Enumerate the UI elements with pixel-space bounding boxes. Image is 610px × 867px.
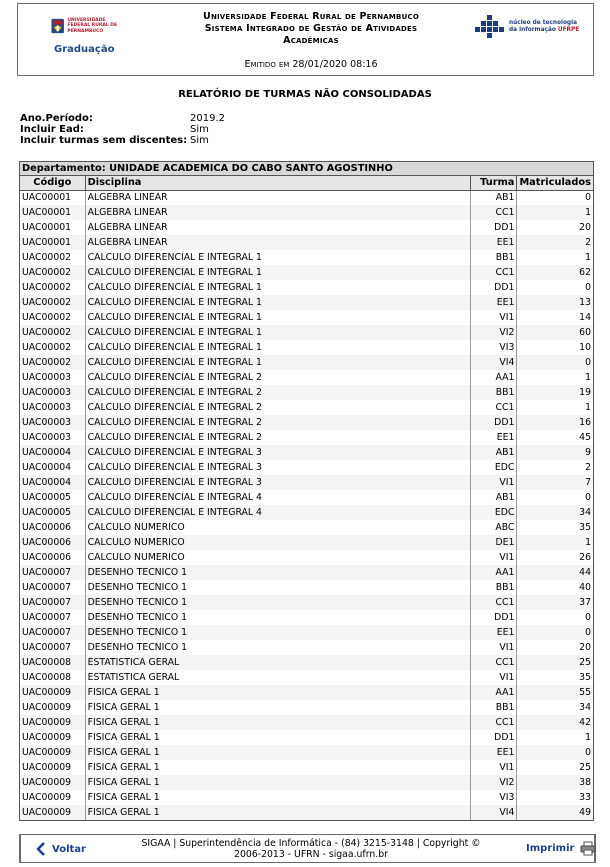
cell-codigo: UAC00002 [20,325,85,340]
cell-disciplina: CALCULO DIFERENCIAL E INTEGRAL 3 [85,445,470,460]
cell-turma: CC1 [470,595,516,610]
cell-turma: DD1 [470,280,516,295]
cell-disciplina: CALCULO DIFERENCIAL E INTEGRAL 2 [85,385,470,400]
turmas-table [20,176,593,820]
cell-disciplina: FISICA GERAL 1 [85,790,470,805]
cell-turma: DD1 [470,220,516,235]
cell-codigo: UAC00002 [20,280,85,295]
cell-disciplina: CALCULO DIFERENCIAL E INTEGRAL 1 [85,295,470,310]
cell-turma: EE1 [470,295,516,310]
cell-disciplina: CALCULO DIFERENCIAL E INTEGRAL 1 [85,355,470,370]
cell-matriculados: 60 [517,325,593,340]
cell-matriculados: 0 [517,280,593,295]
emission-date: Emitido em 28/01/2020 08:16 [244,59,378,70]
filter-label: Incluir Ead: [20,124,84,136]
cell-turma: VI1 [470,670,516,685]
cell-codigo: UAC00007 [20,580,85,595]
cell-turma: DD1 [470,730,516,745]
cell-codigo: UAC00007 [20,640,85,655]
table-row [20,400,593,415]
table-row [20,415,593,430]
table-row [20,205,593,220]
table-row [20,595,593,610]
cell-matriculados: 0 [517,490,593,505]
cell-disciplina: CALCULO DIFERENCIAL E INTEGRAL 1 [85,310,470,325]
cell-codigo: UAC00003 [20,415,85,430]
print-label: Imprimir [526,843,575,854]
cell-turma: VI2 [470,325,516,340]
filter-value: Sim [190,124,209,136]
cell-turma: DD1 [470,415,516,430]
system-name-line1: Sistema Integrado de Gestão de Atividades [204,23,418,34]
cell-codigo: UAC00007 [20,595,85,610]
table-row [20,355,593,370]
cell-disciplina: DESENHO TECNICO 1 [85,595,470,610]
table-row [20,655,593,670]
cell-disciplina: FISICA GERAL 1 [85,745,470,760]
report-title: RELATÓRIO DE TURMAS NÃO CONSOLIDADAS [178,89,432,100]
cell-turma: ABC [470,520,516,535]
cell-turma: VI3 [470,790,516,805]
cell-disciplina: DESENHO TECNICO 1 [85,565,470,580]
turmas-table-container [19,161,594,821]
cell-turma: EE1 [470,235,516,250]
cell-matriculados: 55 [517,685,593,700]
table-body [20,190,593,820]
table-row [20,715,593,730]
cell-turma: CC1 [470,205,516,220]
cell-codigo: UAC00004 [20,475,85,490]
cell-matriculados: 20 [517,220,593,235]
cell-disciplina: CALCULO DIFERENCIAL E INTEGRAL 2 [85,430,470,445]
cell-disciplina: DESENHO TECNICO 1 [85,640,470,655]
cell-disciplina: ALGEBRA LINEAR [85,190,470,205]
filter-label: Ano.Período: [20,113,93,124]
table-row [20,760,593,775]
cell-codigo: UAC00002 [20,250,85,265]
cell-codigo: UAC00004 [20,445,85,460]
table-row [20,580,593,595]
cell-turma: VI3 [470,340,516,355]
cell-matriculados: 49 [517,805,593,820]
copyright-line1: SIGAA | Superintendência de Informática - (84) 3215-3148 | Copyright © [141,838,481,849]
cell-turma: BB1 [470,580,516,595]
table-row [20,445,593,460]
cell-codigo: UAC00009 [20,760,85,775]
nti-ufrpe: UFRPE [557,27,580,33]
cell-turma: VI4 [470,805,516,820]
table-row [20,280,593,295]
table-row [20,535,593,550]
table-row [20,385,593,400]
filter-value: 2019.2 [190,113,225,124]
cell-codigo: UAC00009 [20,805,85,820]
cell-codigo: UAC00003 [20,385,85,400]
cell-codigo: UAC00002 [20,355,85,370]
cell-disciplina: FISICA GERAL 1 [85,685,470,700]
cell-disciplina: FISICA GERAL 1 [85,715,470,730]
cell-turma: EDC [470,460,516,475]
page-footer [19,834,596,863]
cell-disciplina: DESENHO TECNICO 1 [85,610,470,625]
department-header: Departamento: UNIDADE ACADEMICA DO CABO SANTO AGOSTINHO [20,162,593,176]
cell-turma: BB1 [470,250,516,265]
table-row [20,775,593,790]
cell-codigo: UAC00001 [20,205,85,220]
cell-codigo: UAC00006 [20,550,85,565]
cell-disciplina: FISICA GERAL 1 [85,730,470,745]
cell-matriculados: 0 [517,625,593,640]
nti-line1: núcleo de tecnologia [509,20,577,26]
table-row [20,565,593,580]
cell-codigo: UAC00005 [20,505,85,520]
report-header [17,3,594,76]
col-turma: Turma [470,176,516,190]
cell-disciplina: CALCULO NUMERICO [85,550,470,565]
cell-codigo: UAC00009 [20,730,85,745]
table-row [20,610,593,625]
cell-turma: CC1 [470,655,516,670]
table-row [20,640,593,655]
cell-turma: VI4 [470,355,516,370]
cell-codigo: UAC00004 [20,460,85,475]
table-row [20,505,593,520]
cell-matriculados: 1 [517,730,593,745]
table-row [20,805,593,820]
nti-logo [474,14,579,40]
cell-matriculados: 35 [517,520,593,535]
cell-matriculados: 40 [517,580,593,595]
cell-turma: CC1 [470,265,516,280]
cell-turma: AA1 [470,565,516,580]
table-row [20,625,593,640]
cell-disciplina: CALCULO DIFERENCIAL E INTEGRAL 2 [85,415,470,430]
table-row [20,190,593,205]
cell-codigo: UAC00007 [20,565,85,580]
cell-disciplina: ESTATISTICA GERAL [85,670,470,685]
cell-disciplina: CALCULO DIFERENCIAL E INTEGRAL 2 [85,400,470,415]
cell-codigo: UAC00009 [20,745,85,760]
cell-matriculados: 62 [517,265,593,280]
table-row [20,730,593,745]
cell-disciplina: CALCULO DIFERENCIAL E INTEGRAL 3 [85,475,470,490]
cell-matriculados: 1 [517,400,593,415]
cell-disciplina: CALCULO DIFERENCIAL E INTEGRAL 4 [85,490,470,505]
cell-matriculados: 33 [517,790,593,805]
back-label: Voltar [52,843,86,855]
filter-label: Incluir turmas sem discentes: [20,135,188,147]
cell-matriculados: 25 [517,655,593,670]
filter-ead [20,124,225,135]
print-button[interactable] [526,841,596,856]
cell-codigo: UAC00008 [20,670,85,685]
cell-disciplina: CALCULO DIFERENCIAL E INTEGRAL 2 [85,370,470,385]
copyright-line2: 2006-2013 - UFRN - sigaa.ufrn.br [234,849,388,860]
table-row [20,520,593,535]
cell-matriculados: 0 [517,745,593,760]
cell-codigo: UAC00007 [20,610,85,625]
cell-codigo: UAC00009 [20,790,85,805]
col-codigo: Código [20,176,85,190]
cell-turma: AB1 [470,445,516,460]
cell-matriculados: 45 [517,430,593,445]
cell-codigo: UAC00009 [20,700,85,715]
cell-turma: EDC [470,505,516,520]
cell-matriculados: 2 [517,235,593,250]
cell-matriculados: 0 [517,190,593,205]
cell-turma: EE1 [470,745,516,760]
cell-turma: AB1 [470,190,516,205]
cell-turma: BB1 [470,700,516,715]
col-disciplina: Disciplina [85,176,470,190]
cell-disciplina: CALCULO NUMERICO [85,520,470,535]
cell-matriculados: 14 [517,310,593,325]
table-row [20,295,593,310]
table-row [20,430,593,445]
col-matriculados: Matriculados [517,176,593,190]
cell-disciplina: CALCULO NUMERICO [85,535,470,550]
filter-value: Sim [190,135,209,147]
cell-disciplina: CALCULO DIFERENCIAL E INTEGRAL 1 [85,250,470,265]
chevron-left-icon [36,842,46,856]
cell-turma: DD1 [470,610,516,625]
cell-matriculados: 35 [517,670,593,685]
cell-disciplina: CALCULO DIFERENCIAL E INTEGRAL 1 [85,325,470,340]
cell-disciplina: CALCULO DIFERENCIAL E INTEGRAL 3 [85,460,470,475]
cell-codigo: UAC00002 [20,265,85,280]
cell-codigo: UAC00001 [20,190,85,205]
cell-matriculados: 34 [517,505,593,520]
filter-periodo [20,113,225,124]
cell-codigo: UAC00001 [20,235,85,250]
table-row [20,250,593,265]
report-filters [20,113,225,147]
system-name-line2: Acadêmicas [283,35,339,46]
cell-codigo: UAC00003 [20,430,85,445]
cell-matriculados: 1 [517,205,593,220]
cell-turma: AA1 [470,685,516,700]
table-header-row [20,176,593,190]
cell-disciplina: CALCULO DIFERENCIAL E INTEGRAL 1 [85,280,470,295]
cell-turma: BB1 [470,385,516,400]
cell-matriculados: 2 [517,460,593,475]
cell-turma: DE1 [470,535,516,550]
cell-matriculados: 34 [517,700,593,715]
table-row [20,490,593,505]
cell-turma: AB1 [470,490,516,505]
cell-turma: EE1 [470,625,516,640]
cell-codigo: UAC00003 [20,400,85,415]
back-button[interactable] [36,842,86,856]
table-row [20,460,593,475]
cell-turma: VI1 [470,640,516,655]
cell-matriculados: 38 [517,775,593,790]
cell-codigo: UAC00009 [20,775,85,790]
cell-matriculados: 7 [517,475,593,490]
cell-matriculados: 26 [517,550,593,565]
cell-disciplina: ESTATISTICA GERAL [85,655,470,670]
cell-turma: VI1 [470,310,516,325]
cell-codigo: UAC00008 [20,655,85,670]
table-row [20,790,593,805]
cell-matriculados: 19 [517,385,593,400]
university-name: Universidade Federal Rural de Pernambuco [203,11,419,22]
cell-matriculados: 1 [517,370,593,385]
cell-matriculados: 9 [517,445,593,460]
filter-sem-discentes [20,135,225,146]
cell-matriculados: 16 [517,415,593,430]
cell-turma: CC1 [470,715,516,730]
cell-codigo: UAC00006 [20,535,85,550]
cell-codigo: UAC00006 [20,520,85,535]
cell-disciplina: FISICA GERAL 1 [85,775,470,790]
table-row [20,310,593,325]
table-row [20,700,593,715]
cell-codigo: UAC00005 [20,490,85,505]
nti-line2: da informação [509,27,556,33]
cell-disciplina: FISICA GERAL 1 [85,805,470,820]
table-row [20,340,593,355]
table-row [20,550,593,565]
cell-disciplina: FISICA GERAL 1 [85,760,470,775]
cell-matriculados: 25 [517,760,593,775]
table-row [20,475,593,490]
logo-university-text: UNIVERSIDADE FEDERAL RURAL DE PERNAMBUCO [67,17,118,34]
cell-matriculados: 0 [517,610,593,625]
cell-matriculados: 20 [517,640,593,655]
cell-codigo: UAC00002 [20,295,85,310]
cell-matriculados: 37 [517,595,593,610]
ufrpe-seal-icon [51,10,64,42]
table-row [20,220,593,235]
cell-codigo: UAC00001 [20,220,85,235]
cell-codigo: UAC00007 [20,625,85,640]
cell-codigo: UAC00002 [20,340,85,355]
cell-disciplina: DESENHO TECNICO 1 [85,580,470,595]
cell-disciplina: CALCULO DIFERENCIAL E INTEGRAL 1 [85,265,470,280]
nti-dots-icon [474,14,506,40]
logo-graduacao-label: Graduação [54,44,115,55]
cell-disciplina: ALGEBRA LINEAR [85,235,470,250]
cell-codigo: UAC00009 [20,685,85,700]
table-row [20,235,593,250]
cell-matriculados: 0 [517,355,593,370]
cell-turma: CC1 [470,400,516,415]
cell-turma: VI1 [470,475,516,490]
table-row [20,745,593,760]
cell-codigo: UAC00002 [20,310,85,325]
cell-turma: VI1 [470,760,516,775]
cell-turma: AA1 [470,370,516,385]
table-row [20,685,593,700]
cell-turma: EE1 [470,430,516,445]
cell-codigo: UAC00003 [20,370,85,385]
cell-codigo: UAC00009 [20,715,85,730]
ufrpe-logo [48,10,128,55]
printer-icon [580,841,596,856]
cell-matriculados: 42 [517,715,593,730]
table-row [20,265,593,280]
cell-matriculados: 13 [517,295,593,310]
table-row [20,325,593,340]
cell-matriculados: 44 [517,565,593,580]
table-row [20,670,593,685]
cell-matriculados: 1 [517,535,593,550]
cell-disciplina: ALGEBRA LINEAR [85,205,470,220]
cell-disciplina: CALCULO DIFERENCIAL E INTEGRAL 4 [85,505,470,520]
cell-matriculados: 1 [517,250,593,265]
cell-disciplina: FISICA GERAL 1 [85,700,470,715]
copyright [126,838,496,860]
cell-turma: VI1 [470,550,516,565]
cell-matriculados: 10 [517,340,593,355]
cell-disciplina: ALGEBRA LINEAR [85,220,470,235]
table-row [20,370,593,385]
cell-turma: VI2 [470,775,516,790]
cell-disciplina: DESENHO TECNICO 1 [85,625,470,640]
system-titles [158,11,464,47]
cell-disciplina: CALCULO DIFERENCIAL E INTEGRAL 1 [85,340,470,355]
